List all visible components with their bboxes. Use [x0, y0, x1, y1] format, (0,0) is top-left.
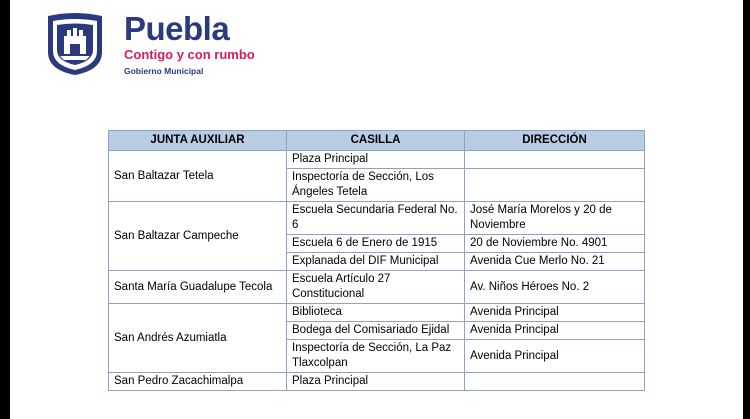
- right-frame-border: [743, 0, 750, 419]
- direccion-cell: [465, 373, 645, 391]
- direccion-cell: Avenida Cue Merlo No. 21: [465, 253, 645, 271]
- direccion-cell: Avenida Principal: [465, 322, 645, 340]
- header-casilla: CASILLA: [287, 131, 465, 151]
- junta-cell: San Andrés Azumiatla: [109, 304, 287, 373]
- junta-cell: San Baltazar Tetela: [109, 151, 287, 202]
- left-frame-border: [0, 0, 10, 419]
- direccion-cell: [465, 151, 645, 169]
- casilla-cell: Inspectoría de Sección, La Paz Tlaxcolpan: [287, 340, 465, 373]
- brand-slogan: Contigo y con rumbo: [124, 47, 255, 62]
- casilla-cell: Plaza Principal: [287, 373, 465, 391]
- direccion-cell: [465, 169, 645, 202]
- header-direccion: DIRECCIÓN: [465, 131, 645, 151]
- casilla-cell: Explanada del DIF Municipal: [287, 253, 465, 271]
- junta-cell: San Baltazar Campeche: [109, 202, 287, 271]
- casilla-cell: Plaza Principal: [287, 151, 465, 169]
- brand-government-label: Gobierno Municipal: [124, 66, 204, 76]
- casilla-cell: Escuela Artículo 27 Constitucional: [287, 271, 465, 304]
- table-row: [109, 373, 645, 391]
- casilla-cell: Bodega del Comisariado Ejidal: [287, 322, 465, 340]
- table-row: [109, 151, 645, 169]
- brand-name: Puebla: [124, 10, 230, 47]
- direccion-cell: Av. Niños Héroes No. 2: [465, 271, 645, 304]
- page-header: [42, 12, 282, 76]
- direccion-cell: Avenida Principal: [465, 340, 645, 373]
- table-row: [109, 304, 645, 322]
- junta-cell: Santa María Guadalupe Tecola: [109, 271, 287, 304]
- direccion-cell: 20 de Noviembre No. 4901: [465, 235, 645, 253]
- casilla-cell: Escuela Secundaria Federal No. 6: [287, 202, 465, 235]
- casilla-cell: Inspectoría de Sección, Los Ángeles Tetela: [287, 169, 465, 202]
- casilla-cell: Escuela 6 de Enero de 1915: [287, 235, 465, 253]
- junta-cell: San Pedro Zacachimalpa: [109, 373, 287, 391]
- direccion-cell: José María Morelos y 20 de Noviembre: [465, 202, 645, 235]
- direccion-cell: Avenida Principal: [465, 304, 645, 322]
- puebla-shield-logo-icon: [42, 12, 108, 76]
- table-row: [109, 271, 645, 304]
- table-header-row: [109, 131, 645, 151]
- table-row: [109, 202, 645, 235]
- casilla-cell: Biblioteca: [287, 304, 465, 322]
- header-junta-auxiliar: JUNTA AUXILIAR: [109, 131, 287, 151]
- junta-auxiliar-table: [108, 130, 645, 391]
